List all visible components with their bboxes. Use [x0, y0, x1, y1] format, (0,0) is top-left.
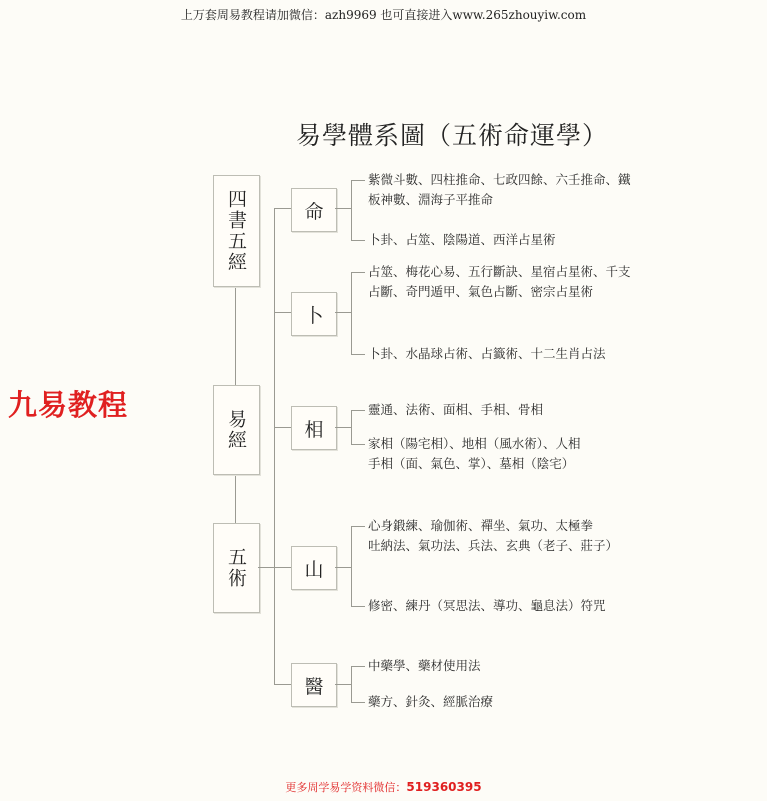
source-label: 四書五經 — [225, 189, 247, 273]
wushu-to-trunk — [258, 567, 275, 568]
category-box-shan — [291, 546, 337, 590]
leaf-connector — [351, 666, 352, 702]
leaf-bu-1 — [368, 262, 631, 302]
top-banner: 上万套周易教程请加微信：azh9969 也可直接进入www.265zhouyiw.com — [180, 8, 587, 22]
leaf-line: 占筮、梅花心易、五行斷訣、星宿占星術、千支 — [368, 264, 631, 279]
category-stub — [274, 208, 291, 209]
footer-number: 519360395 — [406, 780, 482, 794]
leaf-connector — [351, 180, 352, 240]
leaf-connector — [335, 567, 351, 568]
category-label: 卜 — [304, 304, 324, 327]
leaf-yi-2 — [368, 692, 493, 712]
watermark-logo: 九易教程 — [8, 388, 129, 422]
category-trunk — [274, 208, 275, 684]
leaf-ming-1 — [368, 170, 631, 210]
source-label: 五術 — [225, 547, 247, 589]
leaf-line: 手相（面、氣色、掌）、墓相（陰宅） — [368, 456, 575, 471]
leaf-line: 藥方、針灸、經脈治療 — [368, 694, 494, 709]
leaf-connector — [351, 272, 365, 273]
leaf-line: 卜卦、占筮、陰陽道、西洋占星術 — [368, 232, 556, 247]
category-box-ming — [291, 188, 337, 232]
leaf-line: 吐納法、氣功法、兵法、玄典（老子、莊子） — [368, 538, 619, 553]
leaf-line: 卜卦、水晶球占術、占籤術、十二生肖占法 — [368, 346, 606, 361]
leaf-line: 紫微斗數、四柱推命、七政四餘、六壬推命、鐵 — [368, 172, 631, 187]
leaf-connector — [351, 410, 365, 411]
leaf-line: 家相（陽宅相）、地相（風水術）、人相 — [368, 436, 581, 451]
source-box-yijing — [213, 385, 260, 475]
leaf-shan-2 — [368, 596, 606, 616]
leaf-xiang-2 — [368, 434, 581, 474]
leaf-connector — [351, 666, 365, 667]
category-box-yi — [291, 663, 337, 707]
category-label: 相 — [304, 418, 324, 441]
leaf-ming-2 — [368, 230, 556, 250]
footer-contact — [0, 779, 767, 795]
category-stub — [274, 567, 291, 568]
source-box-wushu — [213, 523, 260, 613]
leaf-connector — [351, 526, 352, 606]
leaf-line: 中藥學、藥材使用法 — [368, 658, 481, 673]
leaf-xiang-1 — [368, 400, 543, 420]
leaf-connector — [351, 272, 352, 354]
category-label: 山 — [304, 558, 324, 581]
category-stub — [274, 427, 291, 428]
category-box-bu — [291, 292, 337, 336]
leaf-connector — [351, 526, 365, 527]
category-box-xiang — [291, 406, 337, 450]
leaf-connector — [351, 444, 365, 445]
source-box-sishuwujing — [213, 175, 260, 287]
source-label: 易經 — [225, 409, 247, 451]
leaf-line: 心身鍛練、瑜伽術、禪坐、氣功、太極拳 — [368, 518, 594, 533]
leaf-line: 板神數、淵海子平推命 — [368, 192, 494, 207]
leaf-line: 靈通、法術、面相、手相、骨相 — [368, 402, 544, 417]
leaf-connector — [335, 684, 351, 685]
leaf-connector — [335, 427, 351, 428]
leaf-connector — [351, 410, 352, 444]
leaf-connector — [335, 208, 351, 209]
category-label: 命 — [304, 200, 324, 223]
leaf-connector — [335, 312, 351, 313]
leaf-line: 占斷、奇門遁甲、氣色占斷、密宗占星術 — [368, 284, 594, 299]
leaf-connector — [351, 354, 365, 355]
leaf-yi-1 — [368, 656, 481, 676]
footer-text: 更多周学易学资料微信： — [285, 781, 407, 794]
category-label: 醫 — [304, 675, 324, 698]
leaf-connector — [351, 702, 365, 703]
diagram-title: 易學體系圖（五術命運學） — [296, 121, 609, 150]
category-stub — [274, 684, 291, 685]
leaf-connector — [351, 240, 365, 241]
leaf-connector — [351, 606, 365, 607]
leaf-shan-1 — [368, 516, 618, 556]
leaf-connector — [351, 180, 365, 181]
leaf-bu-2 — [368, 344, 606, 364]
category-stub — [274, 312, 291, 313]
leaf-line: 修密、練丹（冥思法、導功、龜息法）符咒 — [368, 598, 606, 613]
